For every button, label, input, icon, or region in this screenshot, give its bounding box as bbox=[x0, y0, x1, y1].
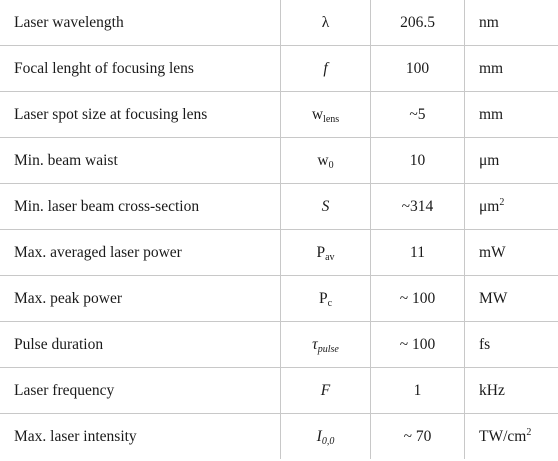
unit-main: kHz bbox=[479, 381, 505, 399]
table-row bbox=[0, 46, 558, 92]
unit-main: nm bbox=[479, 13, 499, 31]
unit-main: TW/cm bbox=[479, 427, 527, 445]
parameter-value: 206.5 bbox=[371, 0, 465, 46]
parameter-unit bbox=[465, 0, 558, 46]
table-row bbox=[0, 230, 558, 276]
symbol-subscript: 0 bbox=[328, 159, 334, 171]
parameter-name: Max. peak power bbox=[0, 276, 281, 322]
symbol-main: S bbox=[321, 197, 330, 215]
parameter-value: ~5 bbox=[371, 92, 465, 138]
parameter-symbol bbox=[281, 0, 371, 46]
unit-superscript: 2 bbox=[526, 426, 532, 438]
symbol-main: w bbox=[317, 151, 329, 169]
table-row bbox=[0, 414, 558, 460]
table-row bbox=[0, 0, 558, 46]
parameter-symbol bbox=[281, 92, 371, 138]
table-row bbox=[0, 322, 558, 368]
parameter-unit bbox=[465, 322, 558, 368]
symbol-main: w bbox=[311, 105, 324, 123]
symbol-main: F bbox=[320, 381, 331, 399]
unit-main: mW bbox=[479, 243, 506, 261]
table-row bbox=[0, 368, 558, 414]
unit-main: mm bbox=[479, 59, 504, 77]
parameter-symbol bbox=[281, 46, 371, 92]
parameter-name: Laser frequency bbox=[0, 368, 281, 414]
parameter-unit bbox=[465, 138, 558, 184]
symbol-subscript: lens bbox=[323, 113, 340, 125]
table-row bbox=[0, 184, 558, 230]
parameter-value: 100 bbox=[371, 46, 465, 92]
parameter-unit bbox=[465, 92, 558, 138]
unit-main: MW bbox=[479, 289, 508, 307]
unit-main: fs bbox=[479, 335, 491, 353]
symbol-main: I bbox=[316, 427, 322, 445]
parameter-unit bbox=[465, 184, 558, 230]
parameter-symbol bbox=[281, 138, 371, 184]
parameter-value: 11 bbox=[371, 230, 465, 276]
parameter-value: ~ 100 bbox=[371, 322, 465, 368]
parameter-unit bbox=[465, 46, 558, 92]
parameter-name: Laser wavelength bbox=[0, 0, 281, 46]
unit-main: μm bbox=[479, 151, 500, 169]
symbol-subscript: pulse bbox=[317, 343, 339, 355]
parameter-symbol bbox=[281, 368, 371, 414]
parameter-unit bbox=[465, 230, 558, 276]
parameter-value: ~ 100 bbox=[371, 276, 465, 322]
symbol-main: τ bbox=[312, 335, 318, 353]
unit-superscript: 2 bbox=[499, 196, 505, 208]
parameter-name: Max. laser intensity bbox=[0, 414, 281, 460]
parameter-value: ~ 70 bbox=[371, 414, 465, 460]
symbol-subscript: 0,0 bbox=[321, 435, 335, 447]
parameter-value: 1 bbox=[371, 368, 465, 414]
symbol-main: P bbox=[316, 243, 326, 261]
symbol-subscript: av bbox=[325, 251, 335, 263]
unit-main: μm bbox=[479, 197, 500, 215]
parameter-name: Focal lenght of focusing lens bbox=[0, 46, 281, 92]
unit-main: mm bbox=[479, 105, 504, 123]
parameter-unit bbox=[465, 368, 558, 414]
symbol-main: f bbox=[323, 59, 328, 77]
table-row bbox=[0, 138, 558, 184]
table-row bbox=[0, 92, 558, 138]
parameter-name: Min. beam waist bbox=[0, 138, 281, 184]
table-row bbox=[0, 276, 558, 322]
parameter-symbol bbox=[281, 322, 371, 368]
parameter-value: 10 bbox=[371, 138, 465, 184]
symbol-main: P bbox=[318, 289, 328, 307]
parameter-name: Pulse duration bbox=[0, 322, 281, 368]
parameter-name: Min. laser beam cross-section bbox=[0, 184, 281, 230]
parameter-unit bbox=[465, 414, 558, 460]
parameter-unit bbox=[465, 276, 558, 322]
parameter-symbol bbox=[281, 184, 371, 230]
parameter-symbol bbox=[281, 276, 371, 322]
parameter-value: ~314 bbox=[371, 184, 465, 230]
symbol-main: λ bbox=[321, 13, 330, 31]
parameter-symbol bbox=[281, 414, 371, 460]
parameter-name: Max. averaged laser power bbox=[0, 230, 281, 276]
symbol-subscript: c bbox=[327, 297, 333, 309]
parameter-name: Laser spot size at focusing lens bbox=[0, 92, 281, 138]
parameter-symbol bbox=[281, 230, 371, 276]
